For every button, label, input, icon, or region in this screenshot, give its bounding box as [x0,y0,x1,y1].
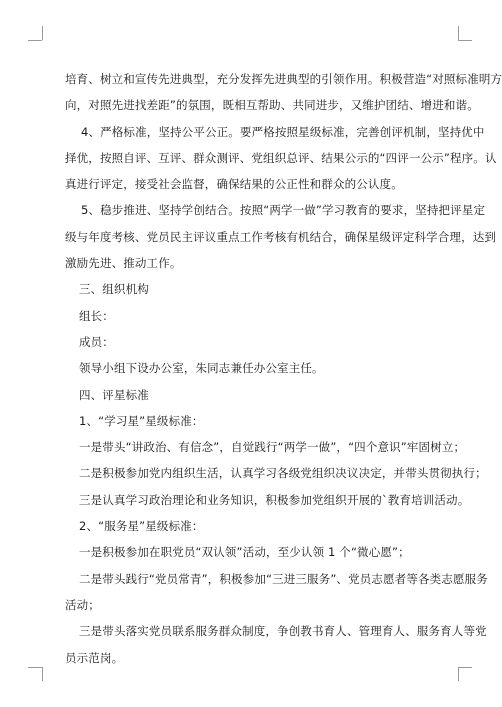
text-line: 三是带头落实党员联系服务群众制度，争创教书育人、管理育人、服务育人等党 [79,624,487,639]
text-line: 激励先进、推动工作。 [65,256,182,271]
crop-mark-bottom-right-h [458,667,472,668]
crop-mark-bottom-left-h [28,667,42,668]
text-line: 活动； [65,597,100,612]
text-line: 一是积极参加在职党员“双认领”活动，至少认领 1 个“微心愿”； [79,545,410,560]
text-line: 二是带头践行“党员常青”，积极参加“三进三服务”、党员志愿者等各类志愿服务 [79,571,488,586]
crop-mark-top-right-h [458,40,472,41]
document-body [65,66,502,671]
text-line: 1、“学习星”星级标准： [79,413,204,428]
text-line: 三、组织机构 [79,282,149,297]
crop-mark-bottom-left-v [42,667,43,681]
crop-mark-top-right-v [458,26,459,40]
text-line: 成员： [79,334,114,349]
text-line: 员示范岗。 [65,650,124,665]
text-line: 领导小组下设办公室，朱同志兼任办公室主任。 [79,361,324,376]
crop-mark-top-left-v [42,26,43,40]
text-line: 一是带头“讲政治、有信念”，自觉践行“两学一做”，“四个意识”牢固树立； [79,440,466,455]
text-line: 四、评星标准 [79,387,149,402]
text-line: 2、“服务星”星级标准： [79,519,204,534]
text-line: 三是认真学习政治理论和业务知识，积极参加党组织开展的`教育培训活动。 [79,492,470,507]
crop-mark-top-left-h [28,40,42,41]
crop-mark-bottom-right-v [458,667,459,681]
text-line: 向，对照先进找差距”的氛围，既相互帮助、共同进步，又维护团结、增进和谐。 [65,98,479,113]
text-line: 真进行评定，接受社会监督，确保结果的公正性和群众的公认度。 [65,177,403,192]
text-line: 组长： [79,308,114,323]
text-line: 培育、树立和宣传先进典型，充分发挥先进典型的引领作用。积极营造“对照标准明方 [65,72,502,86]
text-line: 二是积极参加党内组织生活，认真学习各级党组织决议决定，并带头贯彻执行； [79,466,487,481]
text-line: 级与年度考核、党员民主评议重点工作考核有机结合，确保星级评定科学合理，达到 [65,229,497,244]
text-line: 5、稳步推进、坚持学创结合。按照“两学一做”学习教育的要求，坚持把评星定 [81,203,486,218]
text-line: 择优，按照自评、互评、群众测评、党组织总评、结果公示的“四评一公示”程序。认 [65,150,497,165]
text-line: 4、严格标准，坚持公平公正。要严格按照星级标准，完善创评机制，坚持优中 [81,124,485,139]
